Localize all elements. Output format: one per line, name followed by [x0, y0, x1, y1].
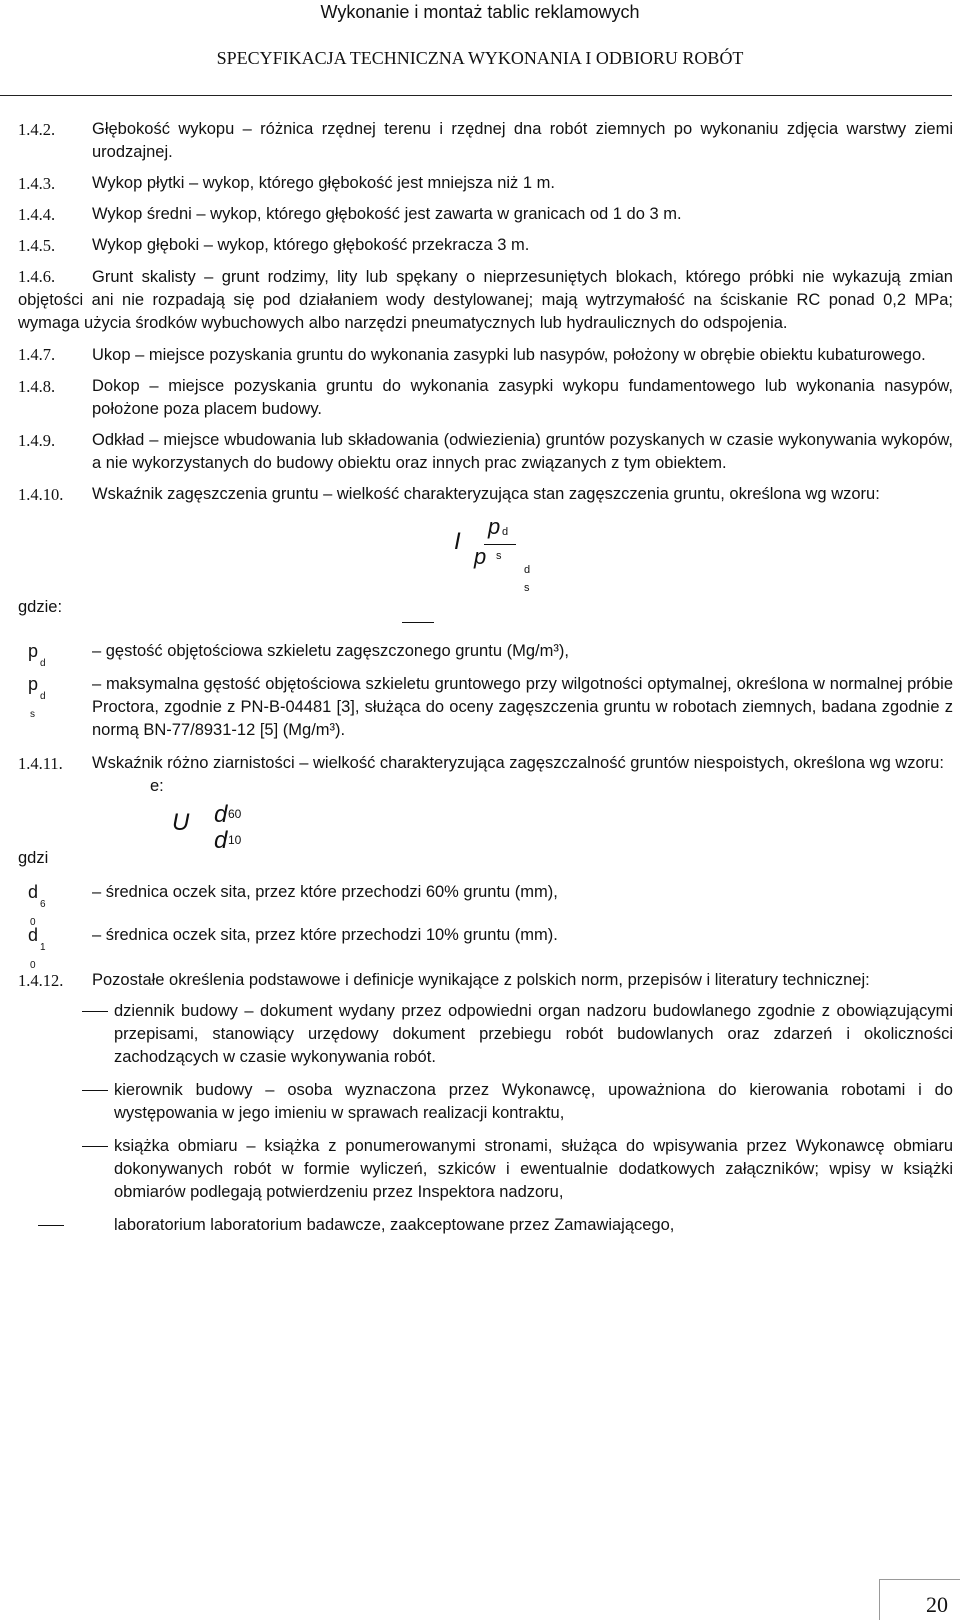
definition-1-4-11 [18, 752, 953, 775]
document-header-title: Wykonanie i montaż tablic reklamowych [320, 2, 640, 22]
definition-text: Wskaźnik zagęszczenia gruntu – wielkość charakteryzująca stan zagęszczenia gruntu, określona wg wzoru: [92, 485, 880, 503]
bullet-item-kierownik: kierownik budowy – osoba wyznaczona przez Wykonawcę, upoważniona do kierowania robotami i do występowania w jego imieniu w sprawach realizacji kontraktu, [82, 1079, 953, 1125]
definition-1-4-8 [18, 375, 953, 421]
symbol-description: – średnica oczek sita, przez które przechodzi 10% gruntu (mm). [92, 926, 558, 944]
page-number-box [879, 1579, 960, 1620]
symbol-letter: p [28, 641, 39, 661]
formula-rule [402, 622, 434, 623]
definition-number: 1.4.8. [18, 377, 56, 396]
definition-text: Wykop płytki – wykop, którego głębokość jest mniejsza niż 1 m. [92, 174, 555, 192]
bullet-item-laboratorium: laboratorium laboratorium badawcze, zaakceptowane przez Zamawiającego, [38, 1214, 953, 1237]
symbol-subscript: d [40, 658, 46, 669]
definition-number: 1.4.9. [18, 431, 56, 450]
definition-1-4-12 [18, 969, 953, 992]
definition-1-4-9 [18, 429, 953, 475]
definition-1-4-6 [18, 265, 953, 335]
bullet-item-dziennik: dziennik budowy – dokument wydany przez odpowiedni organ nadzoru budowlanego zgodnie z obowiązującymi przepisami, stanowiący urzędowy dokument przebiegu robót budowlanych oraz zdarzeń i okoliczności zachodzących w czasie wykonywania robót. [82, 1000, 953, 1069]
symbol-pds [18, 673, 953, 742]
definition-1-4-5 [18, 234, 953, 257]
symbol-pd [18, 640, 953, 669]
bullet-list [82, 1000, 953, 1237]
symbol-subscript-2: 0 [30, 917, 36, 928]
definition-1-4-7 [18, 343, 953, 367]
definition-number: 1.4.7. [18, 345, 56, 364]
symbol-letter: d [28, 882, 39, 902]
definition-number: 1.4.4. [18, 205, 56, 224]
formula-d10-subscript: 10 [228, 833, 242, 847]
definition-text: Wykop średni – wykop, którego głębokość jest zawarta w granicach od 1 do 3 m. [92, 205, 682, 223]
compaction-formula [18, 514, 953, 626]
document-header-subtitle: SPECYFIKACJA TECHNICZNA WYKONANIA I ODBIORU ROBÓT [216, 48, 744, 68]
definition-1-4-3 [18, 172, 953, 195]
symbol-subscript-2: 0 [30, 960, 36, 971]
symbol-subscript: 1 [40, 942, 46, 953]
symbol-description: – gęstość objętościowa szkieletu zagęszczonego gruntu (Mg/m³), [92, 642, 569, 660]
definition-number: 1.4.11. [18, 754, 63, 773]
page-body [18, 118, 953, 1247]
formula-denominator-p: p [474, 544, 487, 569]
definition-text: Ukop – miejsce pozyskania gruntu do wykonania zasypki lub nasypów, położony w obrębie obiektu kubaturowego. [92, 346, 926, 364]
formula-denominator-sub: d [524, 564, 531, 576]
symbol-subscript: 6 [40, 899, 46, 910]
definition-text: Dokop – miejsce pozyskania gruntu do wykonania zasypki wykopu fundamentowego lub wykonania nasypów, położone poza placem budowy. [92, 377, 953, 418]
where-label: gdzie: [18, 598, 63, 616]
symbol-description: – średnica oczek sita, przez które przechodzi 60% gruntu (mm), [92, 883, 558, 901]
formula-symbol-i: I [454, 528, 461, 555]
formula-d60: d [214, 801, 228, 828]
definition-text: Głębokość wykopu – różnica rzędnej terenu i rzędnej dna robót ziemnych po wykonaniu zdjęcia warstwy ziemi urodzajnej. [92, 120, 953, 161]
definition-1-4-2 [18, 118, 953, 164]
formula-denominator-sub2: s [524, 582, 530, 594]
page-number: 20 [926, 1592, 948, 1617]
definition-text: Wykop głęboki – wykop, którego głębokość przekracza 3 m. [92, 236, 530, 254]
formula-label-e: e: [150, 777, 164, 795]
definition-text: Odkład – miejsce wbudowania lub składowania (odwiezienia) gruntów pozyskanych w czasie wykonywania wykopów, a nie wykorzystanych do budowy obiektu oraz innych prac związanych z tym obiektem. [92, 431, 953, 472]
definition-number: 1.4.10. [18, 485, 64, 504]
formula-numerator-p: p [488, 514, 501, 539]
definition-number: 1.4.2. [18, 120, 56, 139]
definition-number: 1.4.12. [18, 971, 64, 990]
formula-subscript: s [496, 550, 502, 562]
definition-number: 1.4.6. [18, 267, 56, 286]
bullet-item-ksiazka: książka obmiaru – książka z ponumerowanymi stronami, służąca do wpisywania przez Wykonawcę obmiaru dokonywanych robót w formie wyliczeń, szkiców i ewentualnie dodatkowych załączników; wpisy w książki obmiarów podlegają potwierdzeniu przez Inspektora nadzoru, [82, 1135, 953, 1204]
header-divider [0, 95, 952, 96]
symbol-letter: p [28, 674, 39, 694]
symbol-d10 [18, 924, 953, 971]
definition-text: Wskaźnik różno ziarnistości – wielkość charakteryzująca zagęszczalność gruntów niespoistych, określona wg wzoru: [92, 754, 944, 772]
formula-numerator-sub: d [502, 526, 509, 538]
symbol-subscript: d [40, 691, 46, 702]
definition-1-4-4 [18, 203, 953, 226]
definition-1-4-10 [18, 483, 953, 506]
formula-d60-subscript: 60 [228, 807, 242, 821]
definition-number: 1.4.3. [18, 174, 56, 193]
formula-symbol-u: U [172, 809, 190, 836]
symbol-d60 [18, 881, 953, 928]
where-label-2: gdzi [18, 849, 49, 867]
symbol-description: – maksymalna gęstość objętościowa szkieletu gruntowego przy wilgotności optymalnej, określona w normalnej próbie Proctora, zgodnie z PN-B-04481 [3], służąca do oceny zagęszczenia gruntu w robotach ziemnych, badana zgodnie z normą BN-77/8931-12 [5] (Mg/m³). [92, 675, 953, 739]
definition-number: 1.4.5. [18, 236, 56, 255]
symbol-letter: d [28, 925, 39, 945]
fraction-bar [484, 544, 516, 545]
definition-text: Grunt skalisty – grunt rodzimy, lity lub spękany o nieprzesuniętych blokach, którego próbki nie wykazują zmian objętości ani nie rozpadają się pod działaniem wody destylowanej; mają wytrzymałość na ściskanie RC ponad 0,2 MPa; wymaga użycia środków wybuchowych albo narzędzi pneumatycznych lub hydraulicznych do odspojenia. [18, 268, 953, 332]
uniformity-formula [18, 777, 953, 867]
formula-d10: d [214, 827, 228, 854]
symbol-subscript-2: s [30, 709, 35, 720]
definition-text: Pozostałe określenia podstawowe i definicje wynikające z polskich norm, przepisów i literatury technicznej: [92, 971, 870, 989]
